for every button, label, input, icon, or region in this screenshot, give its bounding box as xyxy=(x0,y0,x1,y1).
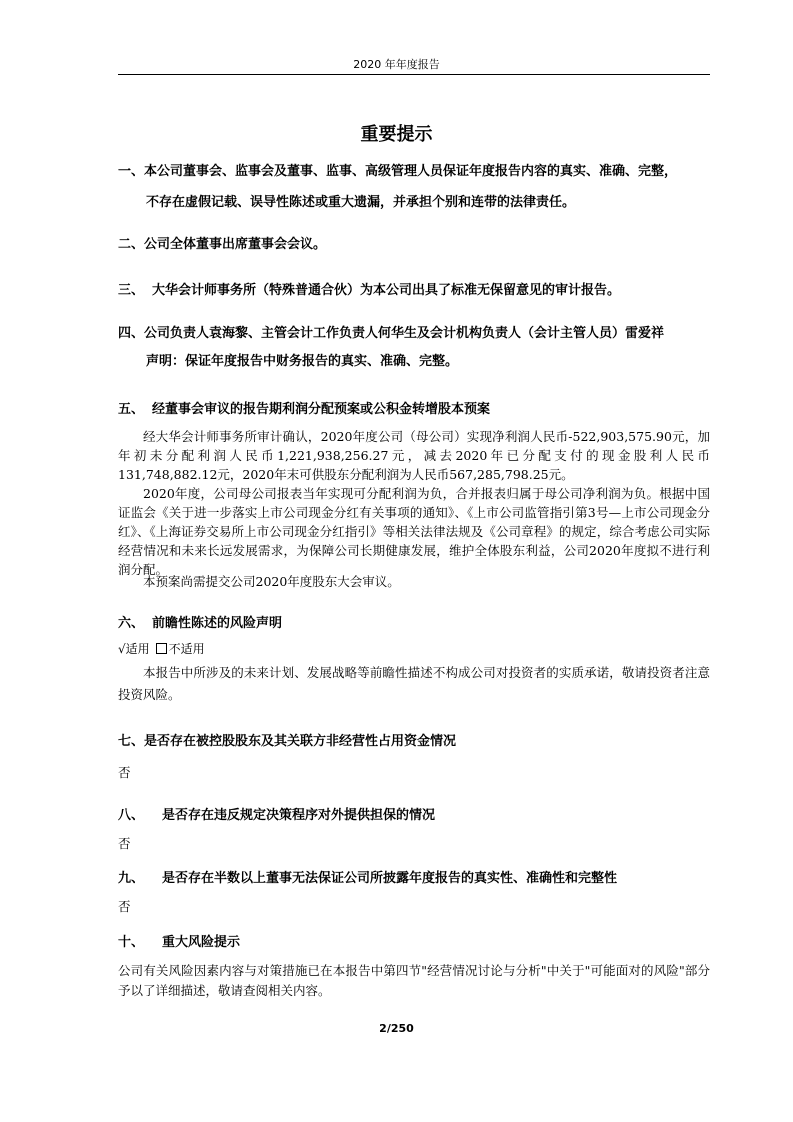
section-7-answer: 否 xyxy=(118,765,131,780)
section-4 xyxy=(118,324,710,372)
section-3-number: 三、 xyxy=(118,283,145,298)
section-5-title: 经董事会审议的报告期利润分配预案或公积金转增股本预案 xyxy=(152,402,491,417)
section-5-number: 五、 xyxy=(118,402,145,417)
section-10-text: 公司有关风险因素内容与对策措施已在本报告中第四节"经营情况讨论与分析"中关于"可能面对的风险"部分予以了详细描述，敬请查阅相关内容。 xyxy=(118,963,710,998)
section-9-heading xyxy=(118,869,710,889)
section-5-paragraph-3: 本预案尚需提交公司2020年度股东大会审议。 xyxy=(143,574,400,589)
section-7-number: 七、 xyxy=(118,734,145,749)
section-7-title: 是否存在被控股股东及其关联方非经营性占用资金情况 xyxy=(144,734,457,749)
section-5-paragraph-2: 2020年度，公司母公司报表当年实现可分配利润为负，合并报表归属于母公司净利润为负。根据中国证监会《关于进一步落实上市公司现金分红有关事项的通知》、《上市公司监管指引第3号—上市公司现金分红》、《上海证券交易所上市公司现金分红指引》等相关法律法规及《公司章程》的规定，综合考虑公司实际经营情况和未来长远发展需求，为保障公司长期健康发展，维护全体股东利益，公司2020年度拟不进行利润分配。 xyxy=(118,486,710,577)
section-4-line-1: 公司负责人袁海黎、主管会计工作负责人何华生及会计机构负责人（会计主管人员）雷爱祥 xyxy=(144,326,665,341)
checkbox-empty xyxy=(156,643,167,654)
section-7-heading xyxy=(118,732,710,752)
header-rule xyxy=(118,74,710,75)
section-2-number: 二、 xyxy=(118,237,145,252)
section-3 xyxy=(118,281,710,301)
section-1 xyxy=(118,162,710,213)
section-1-number: 一、 xyxy=(118,164,145,179)
page-number: 2/250 xyxy=(379,1022,414,1035)
section-1-line-2: 不存在虚假记载、误导性陈述或重大遗漏，并承担个别和连带的法律责任。 xyxy=(146,195,576,210)
section-6-number: 六、 xyxy=(118,616,145,631)
not-applicable-label: 不适用 xyxy=(168,642,205,656)
section-4-line-2: 声明：保证年度报告中财务报告的真实、准确、完整。 xyxy=(146,354,459,369)
section-3-text: 大华会计师事务所（特殊普通合伙）为本公司出具了标准无保留意见的审计报告。 xyxy=(152,283,621,298)
section-1-line-1: 本公司董事会、监事会及董事、监事、高级管理人员保证年度报告内容的真实、准确、完整， xyxy=(144,164,678,179)
page-title: 重要提示 xyxy=(360,124,433,145)
section-10-title: 重大风险提示 xyxy=(162,935,241,950)
section-6-text: 本报告中所涉及的未来计划、发展战略等前瞻性描述不构成公司对投资者的实质承诺，敬请投资者注意投资风险。 xyxy=(118,665,710,702)
section-6-heading xyxy=(118,614,710,634)
applicable-checked: √适用 xyxy=(118,642,150,656)
section-9-answer: 否 xyxy=(118,899,131,914)
section-8-answer: 否 xyxy=(118,836,131,851)
section-6-title: 前瞻性陈述的风险声明 xyxy=(152,616,283,631)
section-5-paragraph-1: 经大华会计师事务所审计确认，2020年度公司（母公司）实现净利润人民币-522,903,575.90元，加年初未分配利润人民币1,221,938,256.27元，减去2020年已分配支付的现金股利人民币131,748,882.12元，2020年末可供股东分配利润为人民币567,285,798.25元。 xyxy=(118,429,710,482)
section-2-text: 公司全体董事出席董事会会议。 xyxy=(144,237,327,252)
section-8-heading xyxy=(118,806,710,826)
running-header: 2020 年年度报告 xyxy=(353,58,440,71)
section-8-title: 是否存在违反规定决策程序对外提供担保的情况 xyxy=(162,808,436,823)
section-4-number: 四、 xyxy=(118,326,145,341)
section-10-number: 十、 xyxy=(118,935,145,950)
applicability-checkboxes xyxy=(118,640,710,658)
section-10-heading xyxy=(118,933,710,953)
section-5-heading xyxy=(118,400,710,420)
section-2 xyxy=(118,235,710,255)
section-9-title: 是否存在半数以上董事无法保证公司所披露年度报告的真实性、准确性和完整性 xyxy=(162,871,618,886)
section-9-number: 九、 xyxy=(118,871,145,886)
section-8-number: 八、 xyxy=(118,808,145,823)
